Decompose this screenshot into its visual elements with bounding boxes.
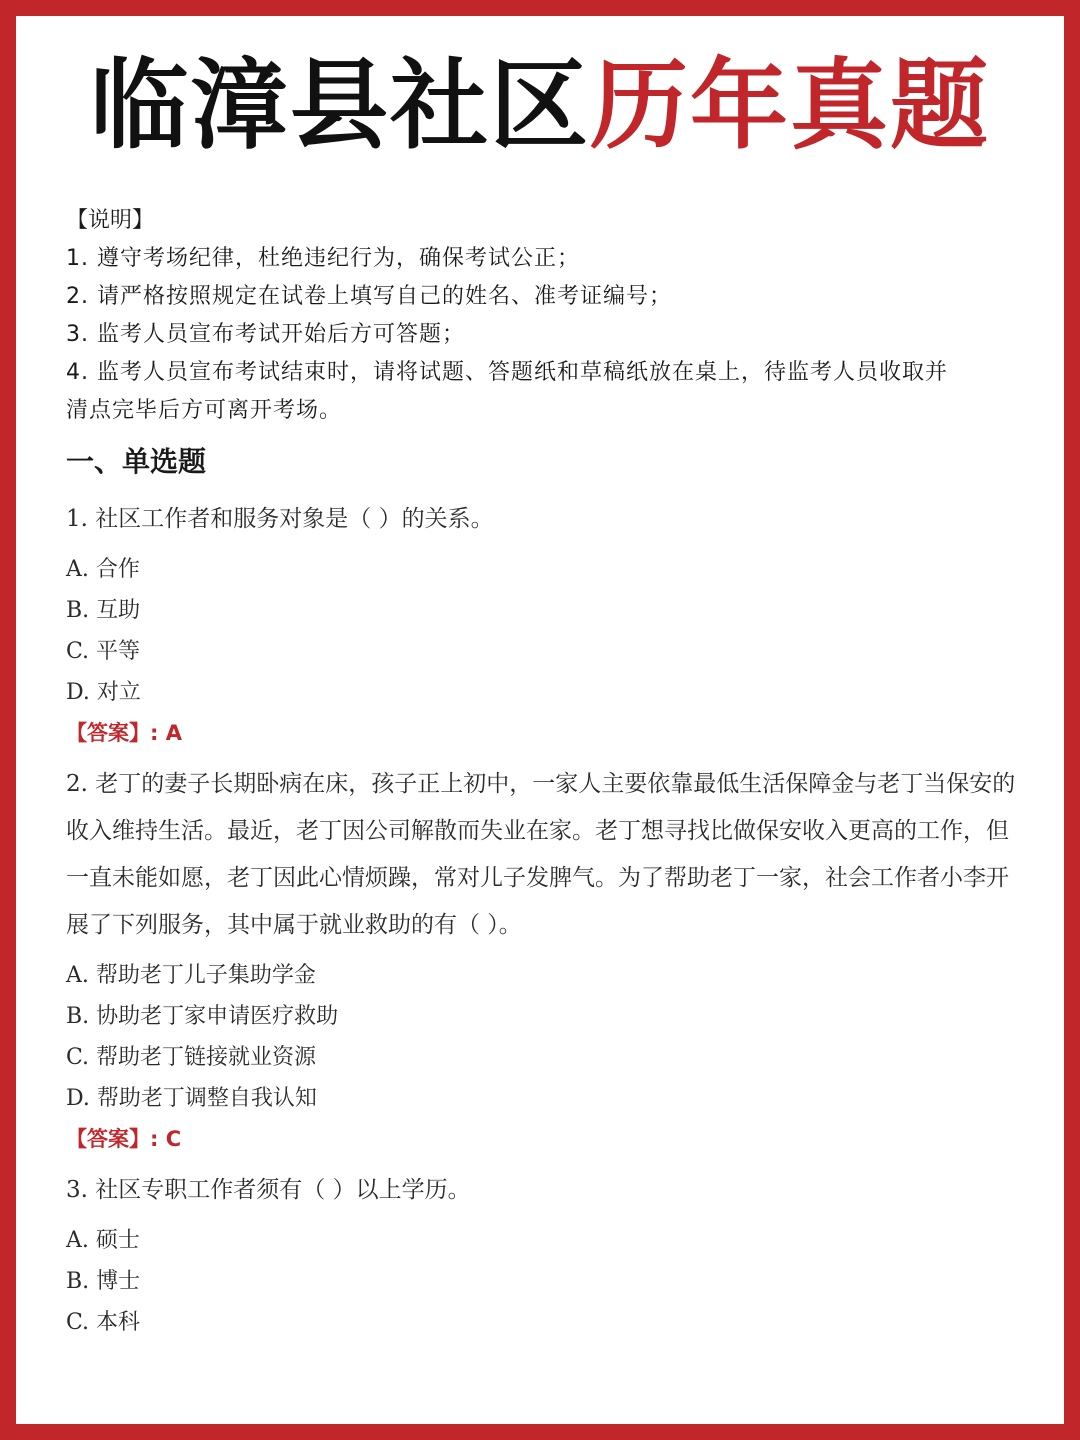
question-option: A. 硕士 [66,1228,140,1253]
question-option: A. 帮助老丁儿子集助学金 [66,963,316,988]
question-option: B. 博士 [66,1269,141,1294]
question-option: C. 平等 [66,639,141,664]
title-red-part: 历年真题 [590,49,991,163]
page-title [16,46,1064,166]
question-item [66,1167,1016,1343]
question-stem: 2. 老丁的妻子长期卧病在床，孩子正上初中，一家人主要依靠最低生活保障金与老丁当保安的收入维持生活。最近，老丁因公司解散而失业在家。老丁想寻找比做保安收入更高的工作，但一直未能如愿，老丁因此心情烦躁，常对儿子发脾气。为了帮助老丁一家，社会工作者小李开展了下列服务，其中属于就业救助的有（ ）。 [66,771,1016,938]
question-stem: 1. 社区工作者和服务对象是（ ）的关系。 [66,506,494,532]
exam-content [66,202,1016,1349]
title-black-part: 临漳县社区 [89,49,590,163]
instruction-line: 3. 监考人员宣布考试开始后方可答题； [66,322,465,347]
section-heading: 一、单选题 [66,445,207,478]
instructions-block [66,202,1016,430]
question-option: C. 帮助老丁链接就业资源 [66,1045,317,1070]
question-option: D. 帮助老丁调整自我认知 [66,1086,317,1111]
question-item [66,761,1016,1159]
question-stem: 3. 社区专职工作者须有（ ）以上学历。 [66,1177,471,1203]
instruction-line: 2. 请严格按照规定在试卷上填写自己的姓名、准考证编号； [66,284,672,309]
question-option: D. 对立 [66,680,141,705]
instruction-line: 4. 监考人员宣布考试结束时，请将试题、答题纸和草稿纸放在桌上，待监考人员收取并 [66,360,948,385]
question-item [66,496,1016,753]
question-option: B. 协助老丁家申请医疗救助 [66,1004,339,1029]
instruction-line: 清点完毕后方可离开考场。 [66,398,343,423]
question-option: A. 合作 [66,557,140,582]
answer-label: 【答案】: A [66,721,182,745]
instruction-line: 1. 遵守考场纪律，杜绝违纪行为，确保考试公正； [66,246,580,271]
exam-page [16,16,1064,1424]
answer-label: 【答案】: C [66,1127,182,1151]
question-option: C. 本科 [66,1310,141,1335]
instructions-heading: 【说明】 [66,208,155,233]
question-option: B. 互助 [66,598,141,623]
